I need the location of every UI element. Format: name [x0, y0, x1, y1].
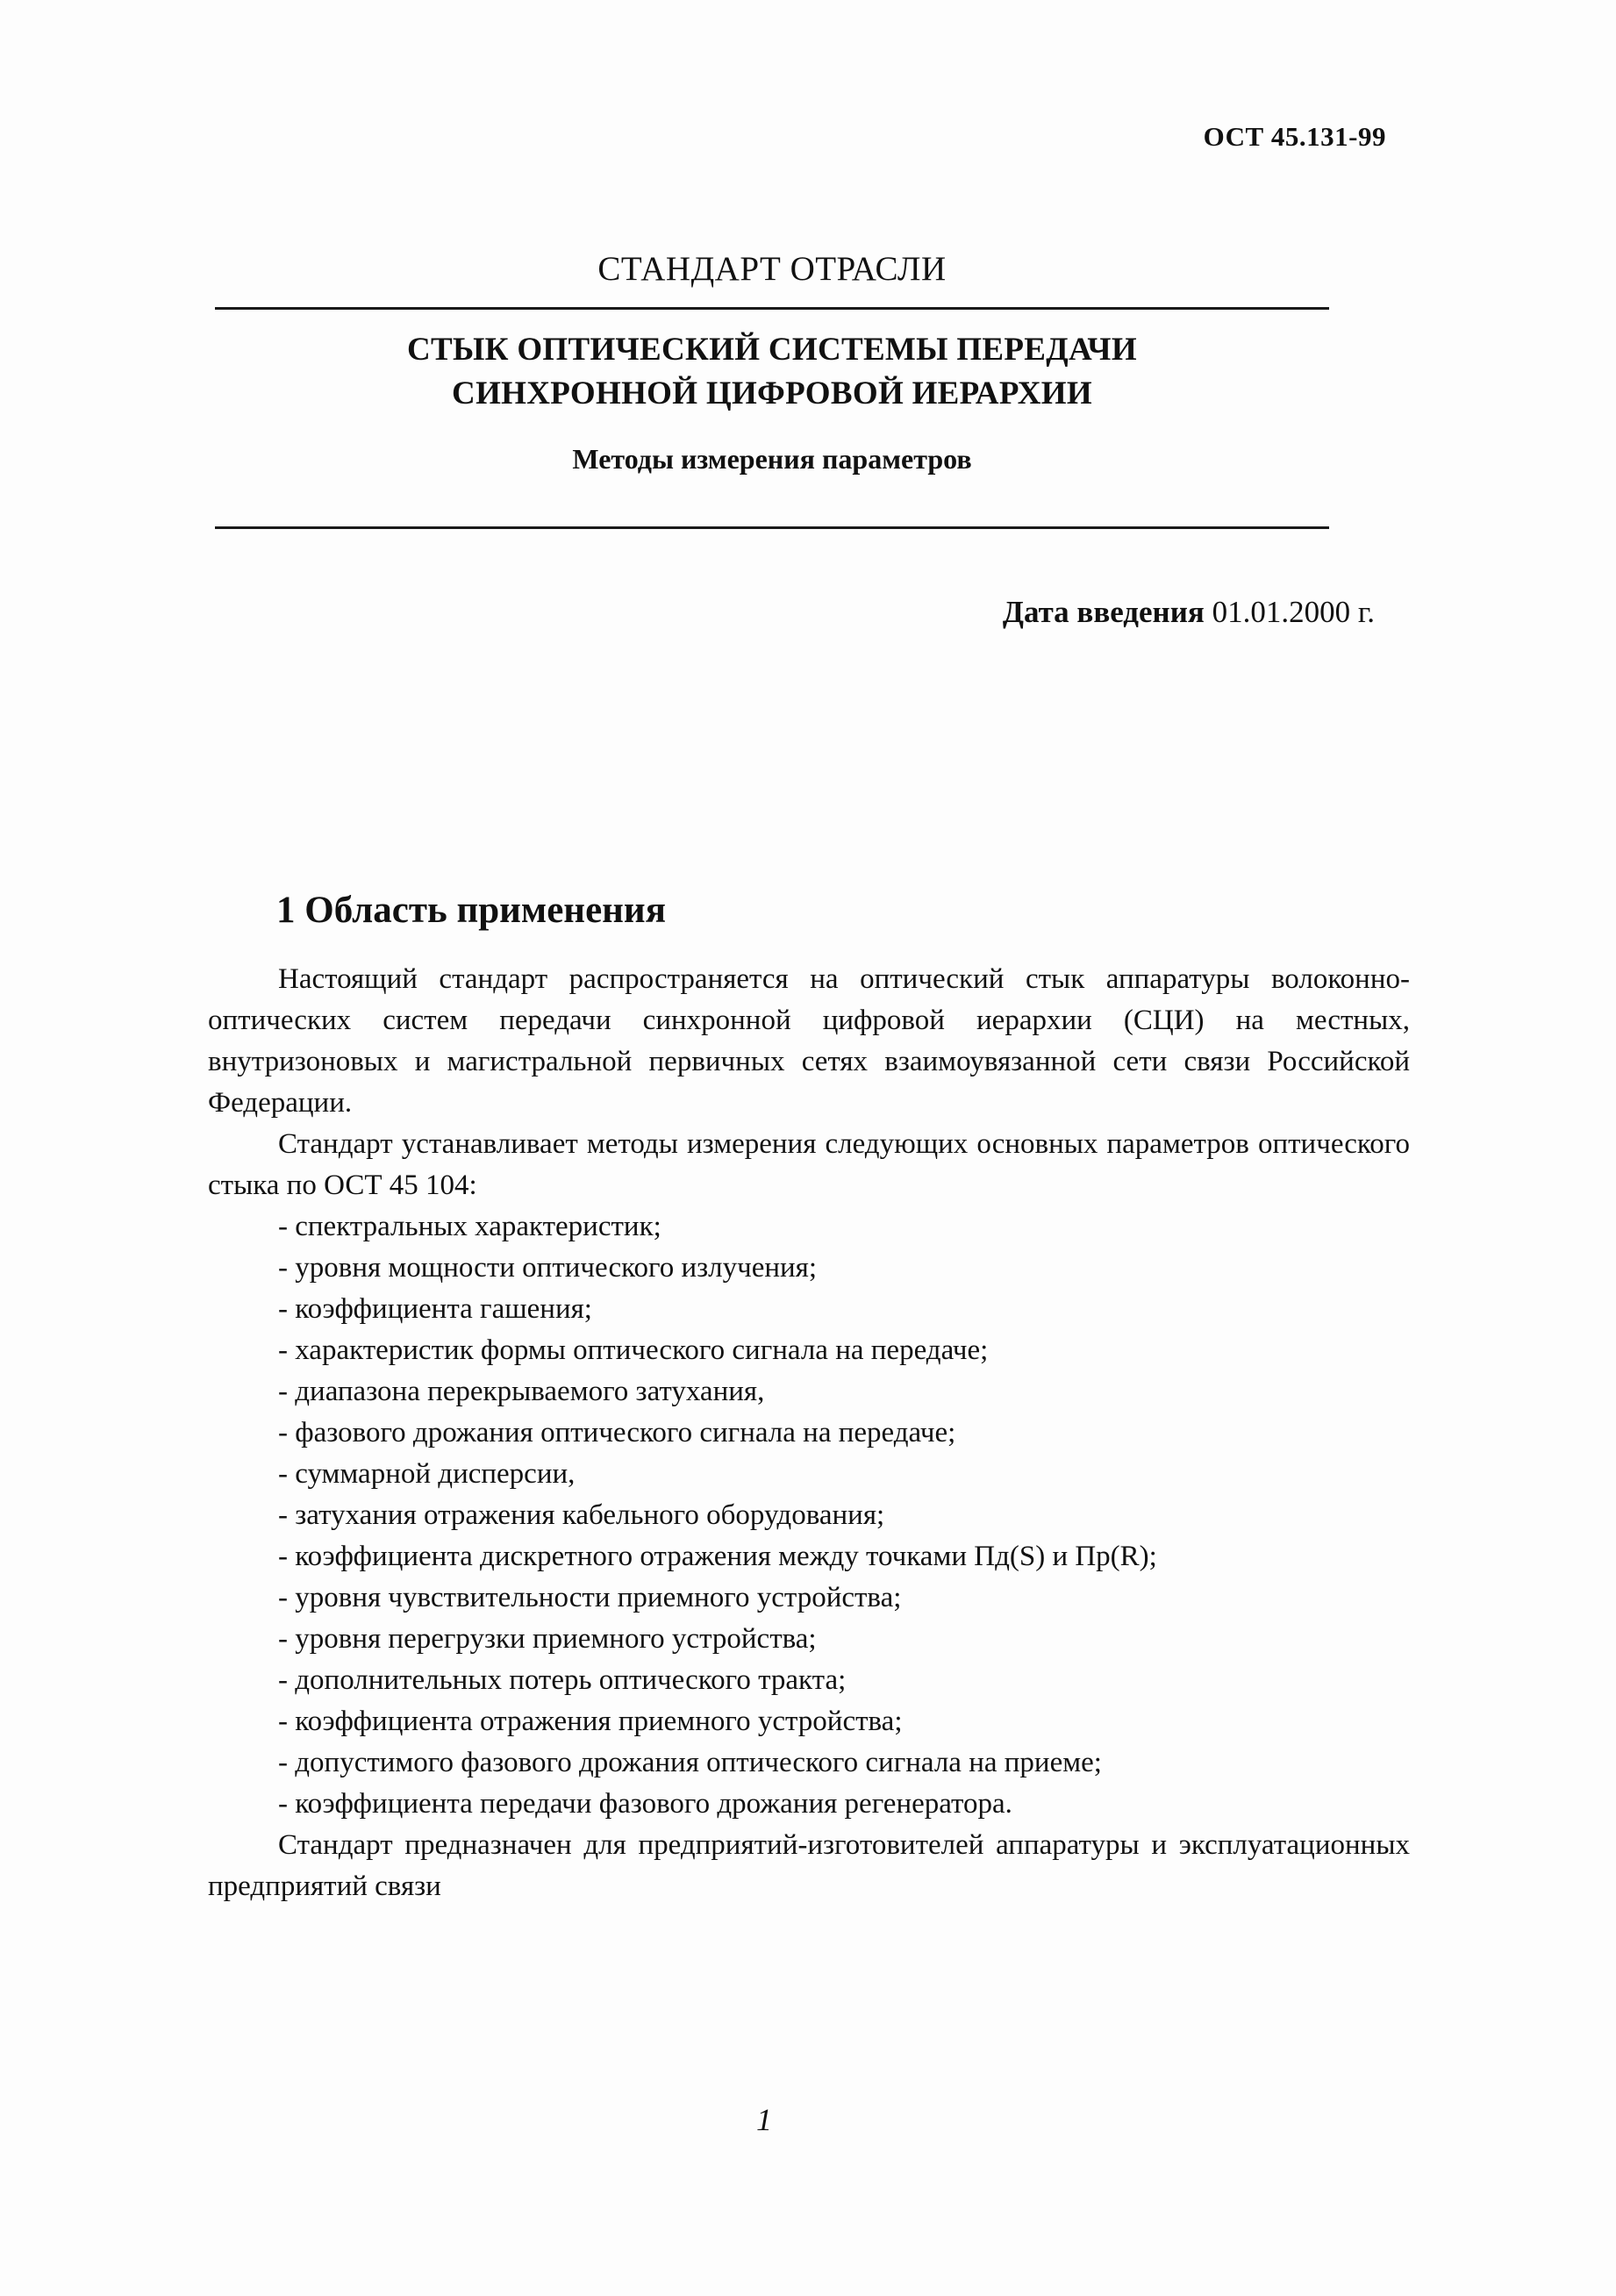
- top-divider: [215, 307, 1329, 310]
- introduction-date: [1003, 595, 1375, 630]
- section-body: [208, 959, 1410, 1907]
- list-item: - коэффициента отражения приемного устройства;: [278, 1706, 903, 1737]
- list-item: - уровня мощности оптического излучения;: [278, 1252, 818, 1284]
- introduction-date-label: Дата введения: [1002, 595, 1205, 629]
- list-item: - затухания отражения кабельного оборудования;: [278, 1499, 885, 1531]
- document-title: [215, 328, 1329, 416]
- standard-type: СТАНДАРТ ОТРАСЛИ: [597, 250, 947, 288]
- list-item: - коэффициента передачи фазового дрожания регенератора.: [278, 1788, 1012, 1820]
- list-item: - характеристик формы оптического сигнала на передаче;: [278, 1334, 989, 1366]
- bottom-divider: [215, 526, 1329, 529]
- purpose-paragraph: Стандарт предназначен для предприятий-изготовителей аппаратуры и эксплуатационных предприятий связи: [208, 1829, 1410, 1902]
- list-item: - уровня чувствительности приемного устройства;: [278, 1582, 902, 1613]
- introduction-date-value: 01.01.2000 г.: [1212, 595, 1375, 629]
- list-item: - коэффициента дискретного отражения между точками Пд(S) и Пр(R);: [278, 1541, 1157, 1572]
- list-item: - спектральных характеристик;: [278, 1211, 661, 1242]
- scope-paragraph: Настоящий стандарт распространяется на оптический стык аппаратуры волоконно-оптических систем передачи синхронной цифровой иерархии (СЦИ) на местных, внутризоновых и магистральной первичных сетях взаимоувязанной сети связи Российской Федерации.: [208, 963, 1410, 1119]
- list-item: - суммарной дисперсии,: [278, 1458, 576, 1490]
- list-item: - коэффициента гашения;: [278, 1293, 592, 1325]
- document-code: ОСТ 45.131-99: [1203, 121, 1386, 152]
- methods-paragraph: Стандарт устанавливает методы измерения следующих основных параметров оптического стыка по ОСТ 45 104:: [208, 1128, 1410, 1201]
- document-subtitle: Методы измерения параметров: [572, 443, 972, 475]
- list-item: - уровня перегрузки приемного устройства;: [278, 1623, 817, 1655]
- title-line-2: СИНХРОННОЙ ЦИФРОВОЙ ИЕРАРХИИ: [452, 376, 1092, 411]
- title-line-1: СТЫК ОПТИЧЕСКИЙ СИСТЕМЫ ПЕРЕДАЧИ: [407, 332, 1137, 368]
- list-item: - допустимого фазового дрожания оптического сигнала на приеме;: [278, 1747, 1102, 1778]
- section-heading: 1 Область применения: [276, 890, 666, 931]
- parameter-list: [208, 1206, 1410, 1825]
- list-item: - дополнительных потерь оптического тракта;: [278, 1664, 847, 1696]
- list-item: - диапазона перекрываемого затухания,: [278, 1376, 765, 1407]
- page-number: 1: [756, 2102, 772, 2137]
- list-item: - фазового дрожания оптического сигнала на передаче;: [278, 1417, 956, 1448]
